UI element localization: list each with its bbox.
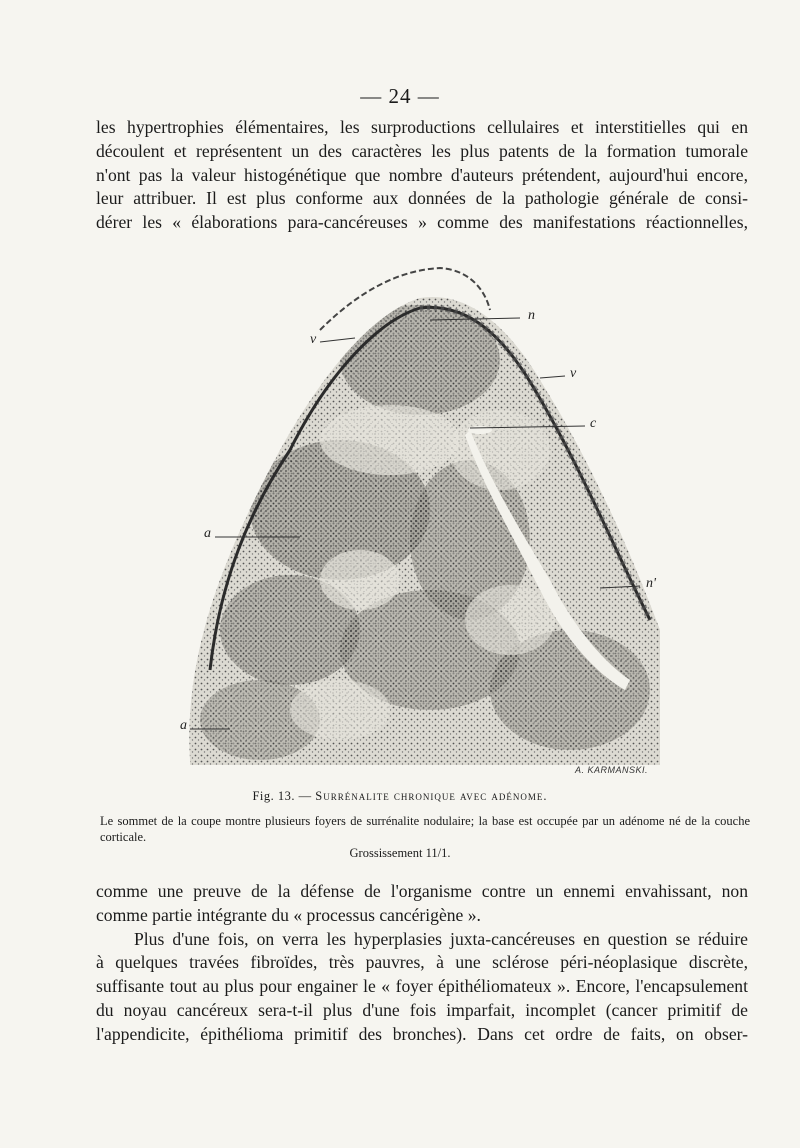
- artist-signature: A. KARMANSKI.: [574, 765, 648, 775]
- text-line: suffisante tout au plus pour engainer le « foyer épithéliomateux ». Encore, l'encapsulement: [96, 976, 748, 997]
- text-line: dérer les « élaborations para-cancéreuses » comme des manifestations réactionnelles,: [96, 212, 748, 233]
- figure-label-n: n: [528, 308, 535, 323]
- text-line: comme partie intégrante du « processus cancérigène ».: [96, 904, 481, 925]
- text-line: comme une preuve de la défense de l'organisme contre un ennemi envahissant, non: [96, 881, 748, 901]
- text-line: du noyau cancéreux sera-t-il plus d'une fois imparfait, incomplet (cancer primitif de: [96, 999, 748, 1020]
- figure-label-a-lower: a: [180, 718, 187, 733]
- top-paragraph: [96, 116, 748, 235]
- figure-magnification: Grossissement 11/1.: [349, 846, 451, 860]
- tissue-section-drawing: [170, 250, 670, 775]
- page-number: — 24 —: [360, 84, 440, 108]
- figure-label-v-right: v: [570, 366, 577, 381]
- text-line: n'ont pas la valeur histogénétique que nombre d'auteurs prétendent, aujourd'hui encore,: [96, 164, 748, 185]
- text-line: leur attribuer. Il est plus conforme aux données de la pathologie générale de consi-: [96, 188, 748, 209]
- figure-title: Surrénalite chronique avec adénome.: [315, 789, 548, 803]
- figure-label-n-prime: n': [646, 576, 656, 591]
- figure-label-v-left: v: [310, 332, 317, 347]
- bottom-text: [96, 880, 748, 1047]
- text-line: l'appendicite, épithélioma primitif des bronches). Dans cet ordre de faits, on obser-: [96, 1023, 748, 1044]
- figure-caption-title: [0, 789, 800, 804]
- figure-label-c: c: [590, 416, 597, 431]
- figure-caption-description: Le sommet de la coupe montre plusieurs foyers de surrénalite nodulaire; la base est occupée par un adénome né de la couche corticale.: [100, 814, 750, 844]
- tissue-body: [189, 268, 660, 765]
- text-line: Plus d'une fois, on verra les hyperplasies juxta-cancéreuses en question se réduire: [134, 928, 748, 949]
- text-line: les hypertrophies élémentaires, les surproductions cellulaires et interstitielles qui en: [96, 117, 748, 137]
- figure-number: Fig. 13. —: [252, 789, 312, 803]
- text-line: à quelques travées fibroïdes, très pauvres, à une sclérose péri-néoplasique discrète,: [96, 952, 748, 973]
- histology-figure: [170, 250, 670, 775]
- text-line: découlent et représentent un des caractères les plus patents de la formation tumorale: [96, 140, 748, 161]
- figure-label-a-upper: a: [204, 526, 211, 541]
